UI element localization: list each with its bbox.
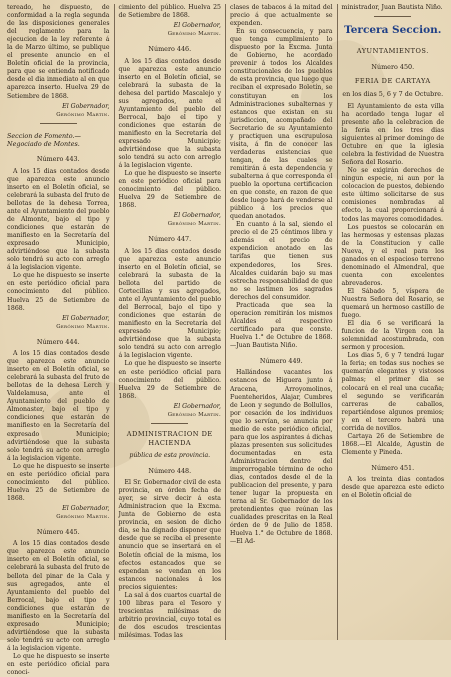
notice-subheading: en los dias 5, 6 y 7 de Octubre. <box>342 90 444 99</box>
paragraph: Lo que he dispuesto se inserte en este periódico oficial para conocimiento del público. Huelva 25 de Setiembre de 1868. <box>7 462 110 502</box>
signature-name: Gerónimo Martin. <box>56 323 110 330</box>
signature-title: El Gobernador, <box>62 314 110 322</box>
paragraph: Lo que he dispuesto se inserte en este periódico oficial para conocimiento del público. Huelva 29 de Setiembre de 1868. <box>118 170 221 210</box>
paragraph: Lo que he dispuesto se inserte en este periódico oficial para conocimiento del público. Huelva 29 de Setiembre de 1868. <box>118 360 221 400</box>
paragraph: clases de tabacos á la mitad del precio á que actualmente se expenden. <box>230 4 333 28</box>
paragraph: Practicada que sea la operacion remitirán los mismos Alcaldes el respectivo certificado para que conste. Huelva 1.° de Octubre de 1868. —Juan Bautista Niño. <box>230 301 333 349</box>
paragraph: Lo que he dispuesto se inserte en este periódico oficial para conocimiento del público. Huelva 25 de Setiembre de 1868. <box>7 272 110 312</box>
divider <box>40 123 77 124</box>
paragraph: A los 15 dias contados desde que aparezca este anuncio inserto en el Boletín oficial, se celebrará la subasta del fruto de bellotas de la dehesa Lerch y Valdelamusa, ante el Ayuntamiento del pueblo de Almonaster, bajo el tipo y condiciones que estarán de manifiesto en la Secretaría del expresado Municipio; advirtiéndose que la subasta solo tendrá su acto con arreglo á la legislacion vigente. <box>7 350 110 462</box>
paragraph: El Sábado 5, víspera de Nuestra Señora del Rosario, se quemará un hermoso castillo de fuego. <box>341 287 444 320</box>
section-title: Seccion de Fomento.—Negociado de Montes. <box>7 131 81 148</box>
notice-number: Número 448. <box>148 466 192 475</box>
section-heading: Tercera Seccion. <box>344 24 442 37</box>
paragraph: Lo que he dispuesto se inserte en este periódico oficial para conoci- <box>7 652 110 677</box>
column-4 <box>338 4 449 640</box>
paragraph: En cuanto á la sal, siendo el precio el de 25 céntimos libra y además el precio de expendicion anotado en las tarifas que tienen sus expendedores, los Sres. Alcaldes cuidarán bajo su mas estrecha responsabilidad de que no se lastimen los sagrados derechos del consumidor. <box>230 221 333 301</box>
paragraph: Hallándose vacantes los estancos de Higuera junto á Aracena, Arroyomolinos, Fuenteheridos, Alajar, Cumbres de Leon y segundo de Bollullos, por cesación de los individuos que lo servían, se anuncia por medio de este periódico oficial, para que los aspirantes á dichas plazas presenten sus solicitudes documentadas en esta Administracion dentro del improrrogable término de ocho dias, contados desde el de la publicacion del presente, y para tener lugar la propuesta en terna al Sr. Gobernador de los pretendientes que reúnan las cualidades prescritas en la Real órden de 9 de Julio de 1858. Huelva 1.° de Octubre de 1868.—El Ad- <box>230 369 333 546</box>
column-3 <box>226 4 338 640</box>
paragraph: Cartaya 26 de Setiembre de 1868.—El Alcalde, Agustin de Clemente y Pineda. <box>341 432 444 456</box>
signature-title: El Gobernador, <box>62 102 110 110</box>
signature-name: Gerónimo Martin. <box>167 221 221 228</box>
signature-name: Gerónimo Martin. <box>167 411 221 418</box>
signature-name: Gerónimo Martin. <box>167 31 221 38</box>
paragraph: Los dias 5, 6 y 7 tendrá lugar la feria; en todas sus noches se quemarán elegantes y vistosos palmas; el primer dia se colocará en el real una cucaña; el segundo se verificarán carreras de caballos, repartiéndose algunos premios; y en el tercero habrá una corrida de novillos. <box>341 352 444 432</box>
signature-title: El Gobernador, <box>62 504 110 512</box>
paragraph: La sal á dos cuartos cuartal de 100 libras para el Tesoro y trescientas milésimas de arbitrio provincial, cuyo total es de dos escudos trescientas milésimas. Todas las <box>118 591 221 639</box>
section-subheading: AYUNTAMIENTOS. <box>356 47 429 56</box>
column-1 <box>3 4 115 677</box>
notice-number: Número 444. <box>36 337 80 346</box>
paragraph: A los 15 dias contados desde que aparezca este anuncio inserto en el Boletín oficial, se celebrará la subasta del fruto de bellota del pinar de la Cala y sus agregados, ante el Ayuntamiento del pueblo del Berrocal, bajo el tipo y condiciones que estarán de manifiesto en la Secretaría del expresado Municipio; advirtiéndose que la subasta solo tendrá su acto con arreglo á la legislacion vigente. <box>7 540 110 652</box>
paragraph: tereado, he dispuesto, de conformidad a la regla segunda de las disposiciones generales del reglamento para la ejecucion de la ley referente á la de Marzo último, se publique el presente anuncio en el Boletín oficial de la provincia, para que se entienda notificado desde el dia inmediato al en que aparezca inserto. Huelva 29 de Setiembre de 1868. <box>7 4 110 100</box>
notice-number: Número 445. <box>36 527 80 536</box>
signature-title: El Gobernador, <box>173 22 221 30</box>
paragraph: A los 15 dias contados desde que aparezca este anuncio inserto en el Boletín oficial, se celebrará la subasta del fruto de bellotas de la dehesa Torrea, ante el Ayuntamiento del pueblo de Almonte, bajo el tipo y condiciones que estarán de manifiesto en la Secretaría del expresado Municipio, advirtiéndose que la subasta solo tendrá su acto con arreglo á la legislacion vigente. <box>7 167 110 272</box>
paragraph: El Ayuntamiento de esta villa ha acordado tenga lugar el presente año la celebracion de la feria en los tres dias siguientes al primer domingo de Octubre en que la iglesia celebra la festividad de Nuestra Señora del Rosario. <box>341 102 444 167</box>
signature-name: Gerónimo Martin. <box>56 513 110 520</box>
paragraph: El Sr. Gobernador civil de esta provincia, en órden fecha de ayer, se sirve decir á esta Administracion que la Excma. Junta de Gobierno de esta provincia, en sesion de dicho dia, se ha dignado disponer que desde que se reciba el presente anuncio que se insertará en el Boletín oficial de la misma, los efectos estancados que se expendan se vendan en los estancos nacionales á los precios siguientes: <box>118 479 221 591</box>
section-heading: ADMINISTRACION DE HACIENDA <box>126 429 213 447</box>
notice-number: Número 443. <box>36 155 80 164</box>
paragraph: No se exigirán derechos de ningun especie, ni aun por la colocacion de puestos, debiendo este último solicitarse de sus comisiones nombradas al efecto, la cual proporcionará á todos las mayores comodidades. <box>341 167 444 223</box>
paragraph: El dia 6 se verificará la funcion de la Virgen con la solemnidad acostumbrada, con sermon y procesion. <box>341 320 444 352</box>
notice-number: Número 446. <box>148 45 192 54</box>
paragraph: En su consecuencia, y para que tenga cumplimiento lo dispuesto por la Excma. Junta de Gobierno, he acordado prevenir á todos los Alcaldes constitucionales de los pueblos de esta provincia, que luego que reciban el expresado Boletín, se constituyan en los Administraciones subalternas y estancos que existan en su jurisdiccion, acompañado del Secretario de su Ayuntamiento y practiquen una escrupulosa visita, á fin de conocer las verdaderas existencias que tengan, de las cuales se remitirán á esta dependencia y subalterna á que corresponda el pueblo la oportuna certificacion en que conste, en razon de que desde luego hará de venderse al público á los precios que quedan anotados. <box>230 28 333 221</box>
notice-number: Número 447. <box>148 235 192 244</box>
paragraph: A los 15 dias contados desde que aparezca este anuncio inserto en el Boletín oficial, se celebrará la subasta de la dehesa del partido Mascalejo y sus agregados, ante el Ayuntamiento del pueblo del Berrocal, bajo el tipo y condiciones que estarán de manifiesto en la Secretaría del expresado Municipio; advirtiéndose que la subasta solo tendrá su acto con arreglo á la legislacion vigente. <box>118 57 221 170</box>
paragraph: A los 15 dias contados desde que aparezca este anuncio inserto en el Boletín oficial, se celebrará la subasta de la bellota del partido de Cortecillas y sus agregados, ante el Ayuntamiento del pueblo del Berrocal, bajo el tipo y condiciones que estarán de manifiesto en la Secretaría del expresado Municipio; advirtiéndose que la subasta solo tendrá su acto con arreglo á la legislacion vigente. <box>118 247 221 360</box>
notice-number: Número 450. <box>371 63 415 72</box>
signature-name: Gerónimo Martin. <box>56 111 110 118</box>
notice-number: Número 449. <box>259 357 303 366</box>
notice-number: Número 451. <box>371 463 415 472</box>
divider <box>151 423 188 424</box>
signature-title: El Gobernador, <box>173 402 221 410</box>
divider <box>374 16 411 17</box>
paragraph: Los puestos se colocarán en las hermosas y estensas plazas de la Constitucion y calle Nueva, y el real para los ganados en el espacioso terreno denominado el Almendral, que cuenta con excelentes abrevaderos. <box>341 223 444 287</box>
paragraph: A los treinta dias contados desde que aparezca este edicto en el Boletín oficial de <box>341 476 444 500</box>
column-2 <box>115 4 227 640</box>
paragraph: cimiento del público. Huelva 25 de Setiembre de 1868. <box>118 4 221 20</box>
notice-heading: FERIA DE CARTAYA <box>354 77 431 86</box>
signature-title: El Gobernador, <box>173 212 221 220</box>
paragraph: ministrador, Juan Bautista Niño. <box>341 4 443 11</box>
section-subheading: pública de esta provincia. <box>129 451 211 459</box>
